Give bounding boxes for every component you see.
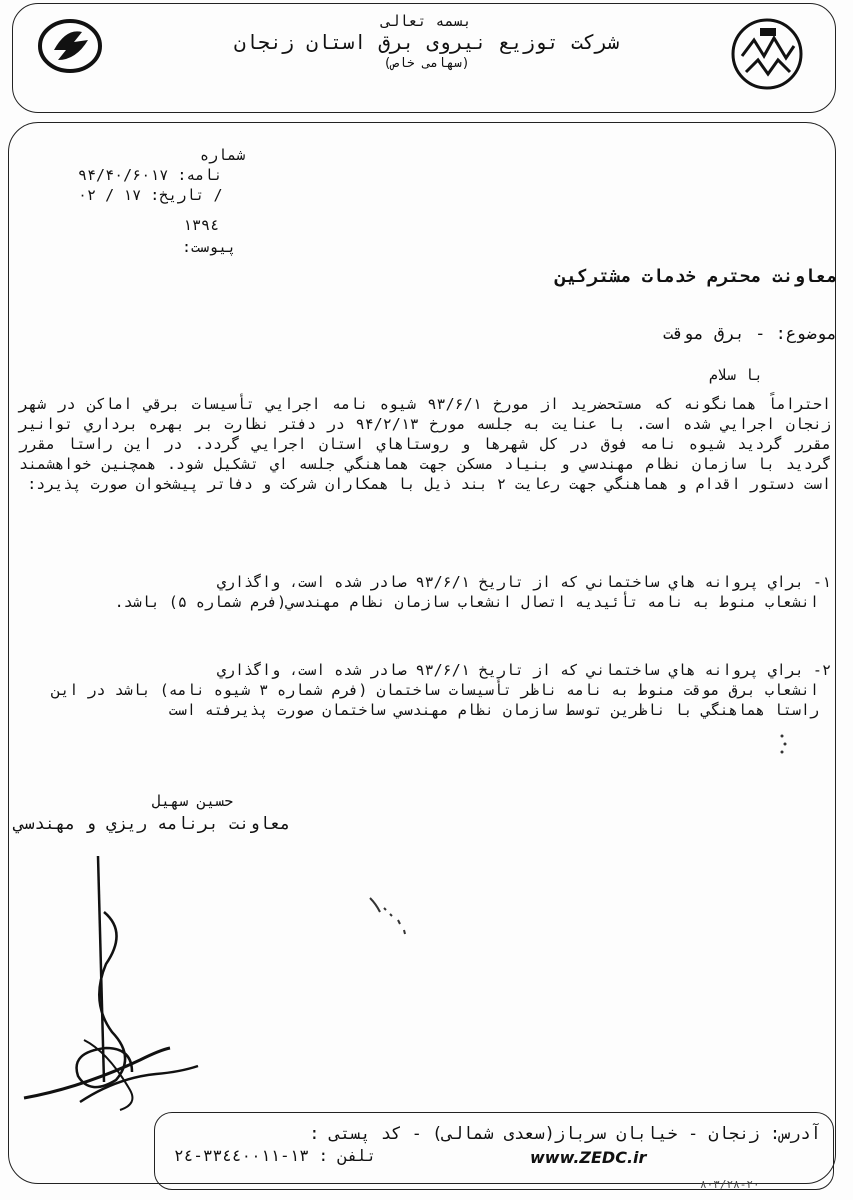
list-item-continuation: انشعاب برق موقت منوط به نامه ناظر تأسیسات ساختمان (فرم شماره ۳ شیوه نامه) باشد در این راستا هماهنگي با ناظرین توسط سازمان نظام مهندسي ساختمان صورت پذیرفته است <box>51 681 819 719</box>
header-subtitle: (سهامی خاص) <box>383 56 470 71</box>
list-item-first-line: ۲- براي پروانه هاي ساختماني که از تاریخ ۹۳/۶/۱ صادر شده است، واگذاري <box>216 661 831 679</box>
footer-website-link[interactable]: www.ZEDC.ir <box>530 1148 647 1167</box>
subject-line: موضوع: - برق موقت <box>663 324 837 344</box>
letter-date: تاریخ: ۱۷ / ۰۲ / <box>78 186 223 204</box>
letter-number: نامه: ۹۴/۴۰/۶۰۱۷ <box>78 166 223 184</box>
letter-attachment: پیوست: <box>182 238 237 256</box>
footer-phone: تلفن : ۱۳-۳۳٤٤۰۰۱۱-۲٤ <box>174 1146 377 1165</box>
greeting: با سلام <box>708 366 763 384</box>
initials-mark-icon <box>360 890 420 940</box>
list-item <box>15 660 835 720</box>
letter-number-label: شماره <box>200 146 246 164</box>
signer-title: معاونت برنامه ریزي و مهندسي <box>14 814 291 834</box>
handwritten-signature-icon <box>20 852 220 1114</box>
addressee: معاونت محترم خدمات مشترکین <box>555 266 837 287</box>
letter-year: ۱۳۹٤ <box>183 216 220 234</box>
header-bismillah: بسمه تعالی <box>381 12 472 30</box>
margin-mark-icon <box>776 730 790 760</box>
footer-address: آدرس: زنجان - خیابان سرباز(سعدی شمالی) - کد پستی : <box>309 1124 821 1144</box>
list-item <box>15 572 835 612</box>
list-item-continuation: انشعاب منوط به نامه تأئیدیه اتصال انشعاب سازمان نظام مهندسي(فرم شماره ۵) باشد. <box>114 593 819 611</box>
signer-name: حسين سهيل <box>152 792 234 810</box>
header-company-name: شرکت توزیع نیروی برق استان زنجان <box>233 30 620 54</box>
body-paragraph: احتراماً همانگونه که مستحضرید از مورخ ۹۳/۶/۱ شیوه نامه اجرایي تأسیسات برقي اماکن در شهر زنجان اجرایي شده است. با عنایت به جلسه مورخ ۹۴/۲/۱۳ در دفتر نظارت بر بهره برداري توانیر مقرر گردید شیوه نامه فوق در کل شهرها و روستاهاي استان اجرایي گردد. در این راستا مقرر گردید با سازمان نظام مهندسي و بنیاد مسکن جهت هماهنگي جلسه اي تشکیل شود. همچنین خواهشمند است دستور اقدام و هماهنگي جهت رعایت ۲ بند ذیل با همکاران شرکت و دفاتر پیشخوان صورت پذیرد: <box>19 395 832 493</box>
footer-code: ۸۰۳/۲۸-۲۰ <box>700 1178 760 1191</box>
list-item-first-line: ۱- براي پروانه هاي ساختماني که از تاریخ ۹۳/۶/۱ صادر شده است، واگذاري <box>216 573 831 591</box>
